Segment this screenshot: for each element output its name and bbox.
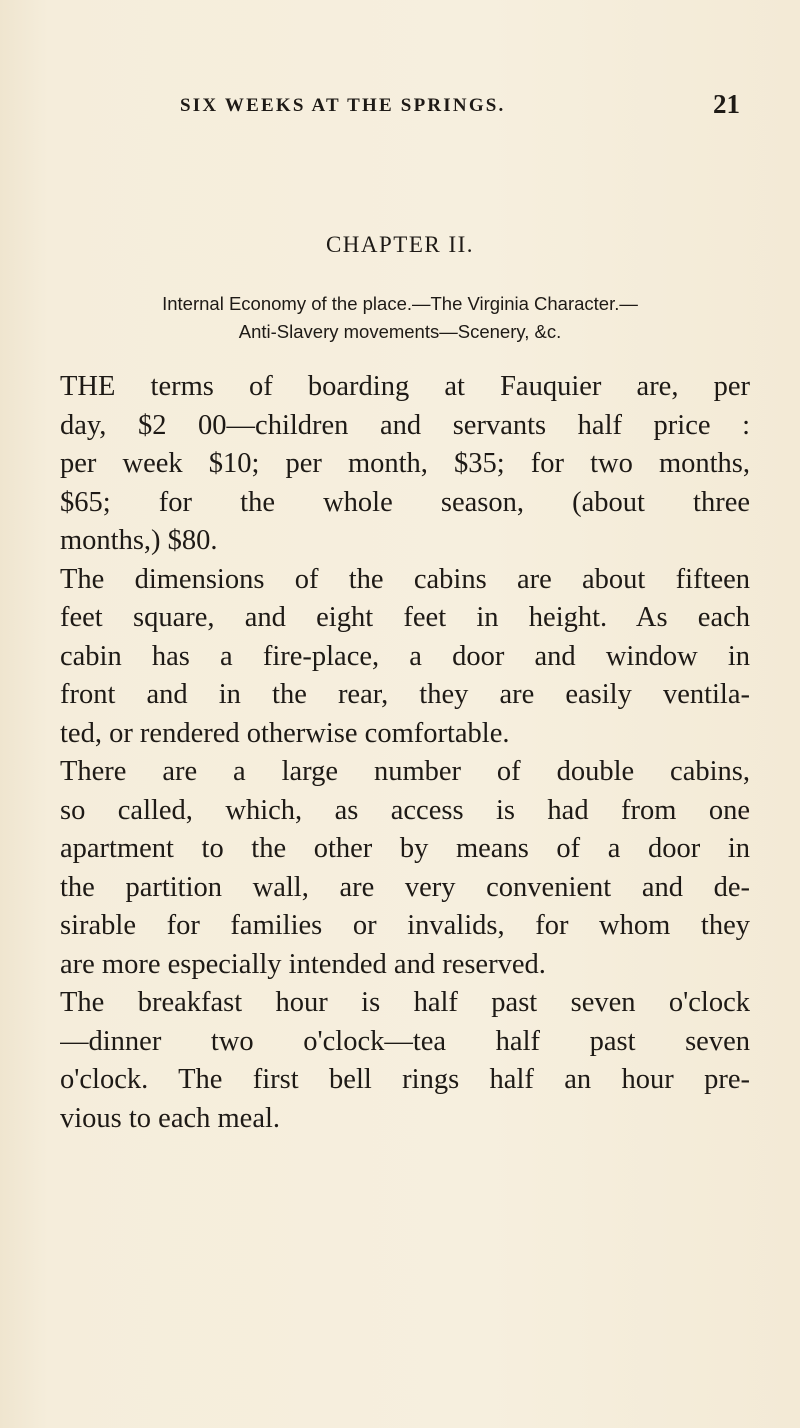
paragraph-line: THE terms of boarding at Fauquier are, per — [60, 371, 750, 402]
paragraph-line: ted, or rendered otherwise comfortable. — [60, 717, 510, 749]
running-header — [60, 89, 740, 125]
paragraph-line: sirable for families or invalids, for whom they — [60, 910, 750, 941]
paragraph-line: feet square, and eight feet in height. As each — [60, 602, 750, 633]
paragraph-line: so called, which, as access is had from one — [60, 794, 750, 826]
paragraph-line: $65; for the whole season, (about three — [60, 486, 750, 518]
paragraph-line: per week $10; per month, $35; for two months, — [60, 448, 750, 479]
summary-line: Anti-Slavery movements—Scenery, &c. — [238, 321, 562, 342]
summary-line: Internal Economy of the place.—The Virginia Character.— — [162, 293, 638, 314]
paragraph-line: months,) $80. — [60, 525, 218, 556]
paragraph-line: —dinner two o'clock—tea half past seven — [60, 1025, 750, 1057]
paragraph-line: apartment to the other by means of a door in — [60, 833, 750, 864]
paragraph-line: front and in the rear, they are easily ventila- — [60, 679, 750, 710]
chapter-title: CHAPTER II. — [325, 232, 475, 257]
paragraph-line: o'clock. The first bell rings half an hour pre- — [60, 1064, 750, 1095]
body-text — [60, 368, 750, 1138]
chapter-summary — [60, 290, 740, 346]
paragraph-line: are more especially intended and reserved. — [60, 948, 546, 980]
page-number: 21 — [713, 89, 740, 119]
paragraph-line: cabin has a fire-place, a door and window in — [60, 640, 750, 672]
paragraph-line: There are a large number of double cabins, — [60, 756, 750, 787]
running-title: SIX WEEKS AT THE SPRINGS. — [180, 95, 506, 116]
paragraph-line: day, $2 00—children and servants half price : — [60, 409, 750, 441]
paragraph-line: the partition wall, are very convenient and de- — [60, 871, 750, 903]
paragraph-line: The dimensions of the cabins are about fifteen — [60, 563, 750, 595]
paragraph-line: The breakfast hour is half past seven o'clock — [60, 987, 750, 1018]
paragraph-line: vious to each meal. — [60, 1102, 281, 1134]
